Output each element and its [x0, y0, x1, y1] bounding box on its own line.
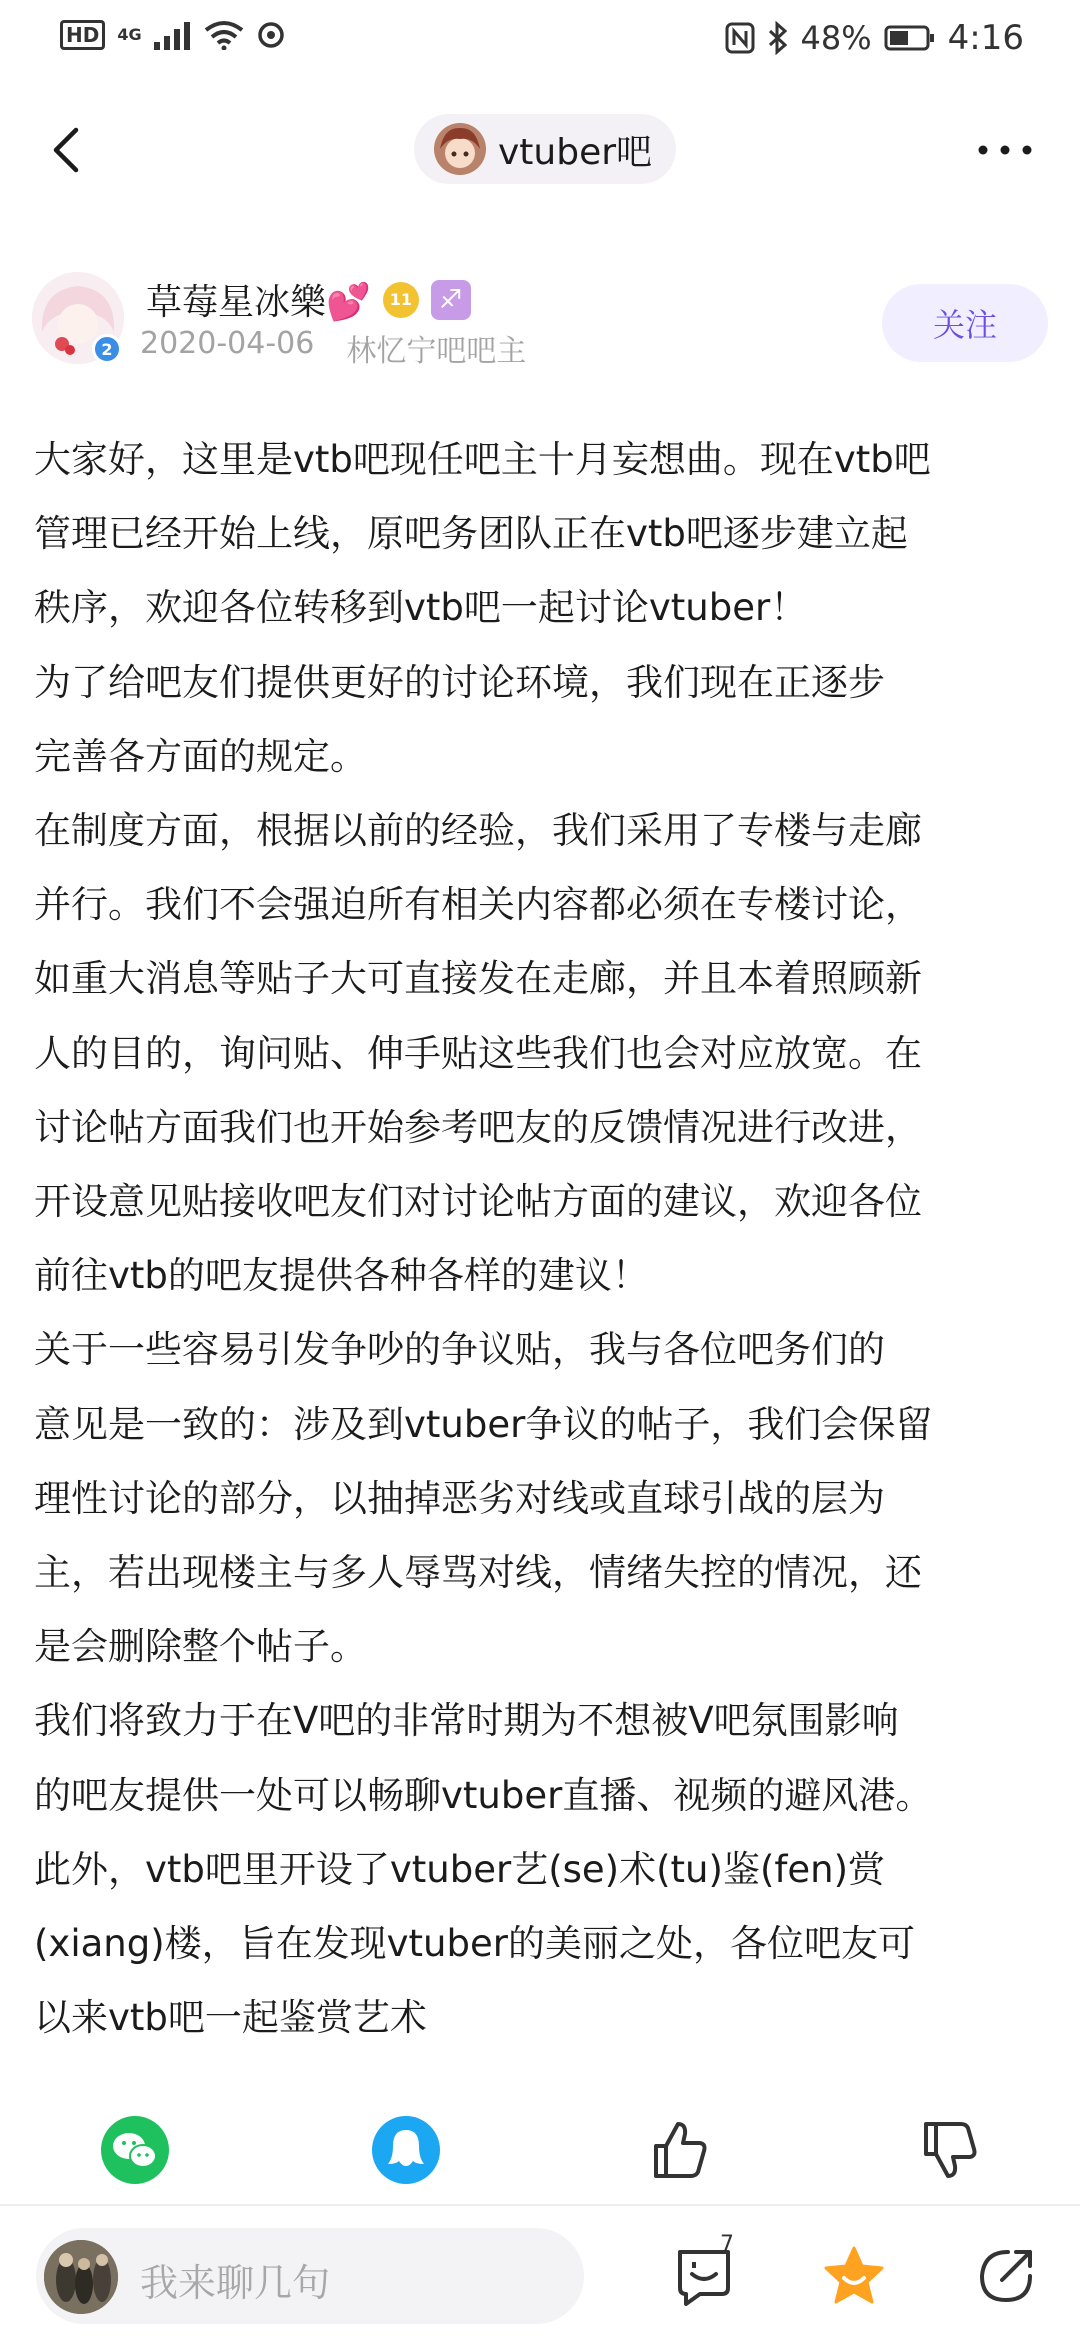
hotspot-icon	[256, 20, 286, 50]
post-line: 此外，vtb吧里开设了vtuber艺(se)术(tu)鉴(fen)赏	[34, 1847, 886, 1891]
follow-button[interactable]: 关注	[882, 284, 1048, 362]
more-dots-icon[interactable]	[970, 130, 1040, 170]
back-arrow-icon[interactable]	[40, 122, 96, 178]
post-body	[34, 423, 1050, 2055]
signal-icon	[154, 20, 192, 50]
post-line: 以来vtb吧一起鉴赏艺术	[34, 1996, 427, 2040]
share-action-row	[0, 2110, 1080, 2200]
comment-placeholder: 我来聊几句	[140, 2261, 331, 2305]
post-line: 为了给吧友们提供更好的讨论环境，我们现在正逐步	[34, 660, 885, 704]
author-role: 林忆宁吧吧主	[346, 334, 527, 369]
forum-link[interactable]	[414, 114, 676, 184]
post-line: 秩序，欢迎各位转移到vtb吧一起讨论vtuber！	[34, 586, 808, 630]
bluetooth-icon	[767, 21, 789, 55]
wifi-icon	[204, 20, 244, 50]
star-icon[interactable]	[820, 2242, 888, 2310]
clock: 4:16	[947, 18, 1024, 58]
post-line: 关于一些容易引发争吵的争议贴，我与各位吧务们的	[34, 1328, 885, 1372]
post-line: 是会删除整个帖子。	[34, 1625, 367, 1669]
post-line: 大家好，这里是vtb吧现任吧主十月妄想曲。现在vtb吧	[34, 438, 931, 481]
forum-avatar	[434, 123, 486, 175]
user-avatar[interactable]	[44, 2240, 118, 2314]
author-name-row	[146, 274, 471, 325]
nfc-icon	[725, 22, 755, 54]
status-bar	[0, 0, 1080, 80]
post-line: 并行。我们不会强迫所有相关内容都必须在专楼讨论，	[34, 883, 922, 927]
battery-percent: 48%	[800, 19, 872, 57]
author-meta	[140, 326, 526, 370]
reply-count: 7	[720, 2232, 734, 2257]
like-button[interactable]	[640, 2110, 720, 2190]
thumbs-up-icon	[640, 2110, 720, 2190]
share-arrow-icon[interactable]	[972, 2242, 1040, 2310]
dislike-button[interactable]	[910, 2110, 990, 2190]
share-wechat-button[interactable]	[95, 2110, 175, 2190]
post-line: 如重大消息等贴子大可直接发在走廊，并且本着照顾新	[34, 957, 922, 1001]
post-date: 2020-04-06	[140, 326, 315, 361]
post-line: 讨论帖方面我们也开始参考吧友的反馈情况进行改进，	[34, 1105, 922, 1149]
verified-badge: 2	[92, 334, 122, 364]
post-line: 意见是一致的：涉及到vtuber争议的帖子，我们会保留	[34, 1402, 933, 1446]
post-line: 理性讨论的部分，以抽掉恶劣对线或直球引战的层为	[34, 1476, 885, 1520]
qq-icon	[366, 2110, 446, 2190]
wechat-icon	[95, 2110, 175, 2190]
post-line: 的吧友提供一处可以畅聊vtuber直播、视频的避风港。	[34, 1773, 933, 1817]
post-line: 在制度方面，根据以前的经验，我们采用了专楼与走廊	[34, 809, 922, 853]
bottom-bar	[0, 2206, 1080, 2340]
battery-icon	[884, 24, 936, 52]
sagittarius-icon: ♐	[431, 280, 471, 320]
forum-name: vtuber吧	[498, 131, 653, 173]
post-line: 开设意见贴接收吧友们对讨论帖方面的建议，欢迎各位	[34, 1180, 922, 1224]
post-line: 完善各方面的规定。	[34, 734, 367, 778]
status-left	[60, 20, 286, 50]
post-line: 我们将致力于在V吧的非常时期为不想被V吧氛围影响	[34, 1699, 899, 1743]
author-name[interactable]: 草莓星冰樂💕	[146, 282, 371, 323]
post-line: 前往vtb的吧友提供各种各样的建议！	[34, 1254, 649, 1298]
level-badge: 11	[383, 282, 419, 318]
hd-indicator: HD	[60, 20, 105, 50]
comment-input[interactable]	[36, 2228, 584, 2324]
top-navigation	[0, 100, 1080, 200]
author-info	[32, 272, 1048, 372]
share-qq-button[interactable]	[366, 2110, 446, 2190]
post-line: 主，若出现楼主与多人辱骂对线，情绪失控的情况，还	[34, 1551, 922, 1595]
thumbs-down-icon	[910, 2110, 990, 2190]
post-line: 人的目的，询问贴、伸手贴这些我们也会对应放宽。在	[34, 1031, 922, 1075]
network-type: 4G	[117, 25, 142, 44]
status-right	[725, 18, 1024, 58]
post-line: (xiang)楼，旨在发现vtuber的美丽之处，各位吧友可	[34, 1922, 915, 1966]
post-line: 管理已经开始上线，原吧务团队正在vtb吧逐步建立起	[34, 512, 908, 556]
